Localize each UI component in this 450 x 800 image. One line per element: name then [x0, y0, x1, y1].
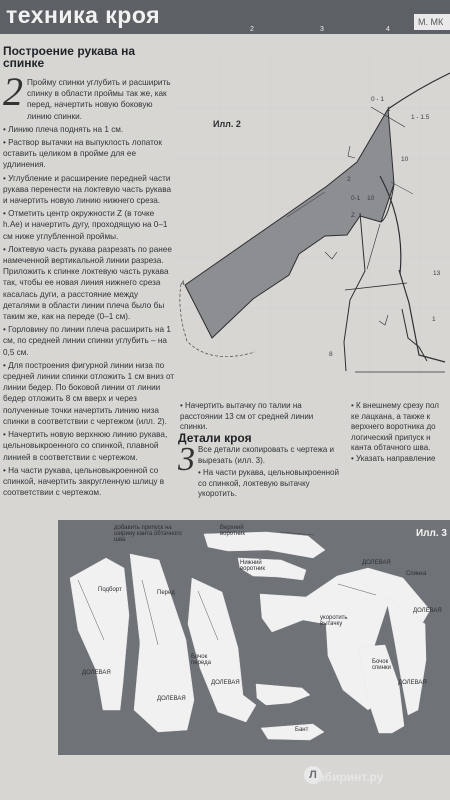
pattern-label: ДОЛЕВАЯ — [413, 608, 442, 614]
paragraph: • Углубление и расширение передней части рукава перенести на локтевую часть рукава и начертить новую линию нижнего среза. — [3, 173, 172, 206]
pattern-label: ДОЛЕВАЯ — [157, 696, 186, 702]
paragraph: Пройму спинки углубить и расширить спинку в области проймы так же, как перед, начертить новую боковую линию спинки. — [27, 78, 171, 121]
pattern-label: Верхний воротник — [220, 525, 246, 537]
step-3 — [178, 441, 344, 502]
pattern-label: Перед — [157, 590, 175, 596]
diagram-label: 0-1 — [351, 195, 361, 202]
step-number: 2 — [3, 69, 23, 114]
ruler — [210, 16, 415, 35]
pattern-drawing — [175, 52, 450, 400]
pattern-label: Бант — [295, 727, 309, 733]
ruler-tick: 2 — [250, 26, 254, 33]
diagram-label: 1 - 1.5 — [411, 114, 430, 121]
paragraph: • Раствор вытачки на выпуклость лопаток оставить целиком в пройме для ее удлинения. — [3, 138, 162, 170]
pattern-label: Бочок спинки — [372, 659, 391, 671]
paragraph-line: канта обтачного шва. — [351, 443, 431, 452]
step-number: 3 — [178, 441, 195, 478]
diagram-label: Z — [351, 212, 355, 219]
ruler-tick: 3 — [320, 26, 324, 33]
diagram-title: Илл. 2 — [213, 119, 241, 129]
step-2 — [3, 69, 175, 124]
paragraph: • На части рукава, цельновыкроенной со спинкой, начертить закругленную шлицу в соответствии с чертежом. — [3, 465, 165, 498]
paragraph-line: верхнего воротника до — [351, 422, 436, 431]
diagram-label: 1 — [432, 316, 436, 323]
pattern-pieces-panel — [58, 520, 450, 755]
paragraph-line: • К внешнему срезу пол — [351, 401, 439, 410]
pattern-label: ДОЛЕВАЯ — [211, 680, 240, 686]
diagram-label: 1 — [387, 106, 391, 113]
pattern-label: добавить припуск на ширину канта обтачного шва — [114, 525, 182, 543]
pattern-label: Подборт — [98, 587, 122, 593]
pattern-label: ДОЛЕВАЯ — [82, 670, 111, 676]
right-column-fragment — [351, 401, 450, 464]
paragraph: Все детали скопировать с чертежа и вырезать (илл. 3). — [198, 445, 335, 465]
paragraph: • Отметить центр окружности Z (в точке h.Ae) и начертить дугу, проходящую на 0–1 см ниже углубленной проймы. — [3, 209, 168, 241]
diagram-label: 13 — [433, 270, 441, 277]
diagram-label: 8 — [329, 351, 333, 358]
paragraph: • Линию плеча поднять на 1 см. — [3, 124, 124, 134]
pattern-label: Бочок переда — [191, 654, 211, 666]
step-text — [27, 77, 175, 124]
section-title-details: Детали кроя — [178, 431, 252, 445]
paragraph-line: • Указать направление — [351, 453, 436, 463]
page-title: техника кроя — [6, 2, 160, 28]
diagram-ill2 — [175, 52, 450, 400]
paragraph-line: логический припуск н — [351, 432, 431, 442]
paragraph: • Начертить новую верхнюю линию рукава, цельновыкроенного со спинкой, плавной линией в соответствии с чертежом. — [3, 430, 168, 462]
section-title-sleeve: Построение рукава на спинке — [3, 44, 135, 70]
left-column — [3, 45, 175, 500]
watermark-text: абиринт.ру — [318, 770, 384, 784]
paragraph: • Горловину по линии плеча расширить на 1 см, по средней линии спинки углубить – на 0,5 см. — [3, 325, 171, 357]
diagram-label: 0 - 1 — [371, 96, 385, 103]
diagram-title: Илл. 3 — [415, 528, 447, 539]
header-bar — [0, 0, 450, 34]
pattern-label: ДОЛЕВАЯ — [398, 680, 427, 686]
pattern-pieces-drawing — [58, 520, 450, 755]
paragraph: • Для построения фигурной линии низа по средней линии спинки отложить 1 см вниз от линии бедер. По боковой линии от линии бедер отложить 8 см вверх и через полученные точки начертить линию низа спинки в соответствии с чертежом (илл. 2). — [3, 360, 175, 426]
paragraph: • Локтевую часть рукава разрезать по ранее намеченной вертикальной линии разреза. Приложить к спинке локтевую часть рукава так, чтобы ее новая линия нижнего среза касалась дуги, а расстояние между деталями в области линии плеча было бы таким же, как на переде (0–1 см). — [3, 244, 172, 322]
pattern-label: ДОЛЕВАЯ — [362, 560, 391, 566]
diagram-label: 4 — [181, 280, 185, 287]
pattern-label: Спинка — [406, 571, 427, 577]
paragraph-line: ке лацкана, а также к — [351, 411, 431, 421]
diagram-label: 2 — [347, 176, 351, 183]
labirint-logo-icon: Л — [304, 766, 322, 784]
step-text — [198, 445, 344, 502]
pattern-label: укоротить вытачку — [320, 615, 348, 627]
diagram-label: 10 — [367, 195, 375, 202]
waist-dart-note: • Начертить вытачку по талии на расстоянии 13 см от средней линии спинки. — [180, 401, 314, 431]
header-tag: М. МК — [414, 14, 450, 30]
diagram-label: 10 — [401, 156, 409, 163]
pattern-label: Нижний воротник — [240, 560, 266, 572]
ruler-tick: 4 — [386, 26, 390, 33]
paragraph: • На части рукава, цельновыкроенной со спинкой, локтевую вытачку укоротить. — [198, 468, 339, 499]
